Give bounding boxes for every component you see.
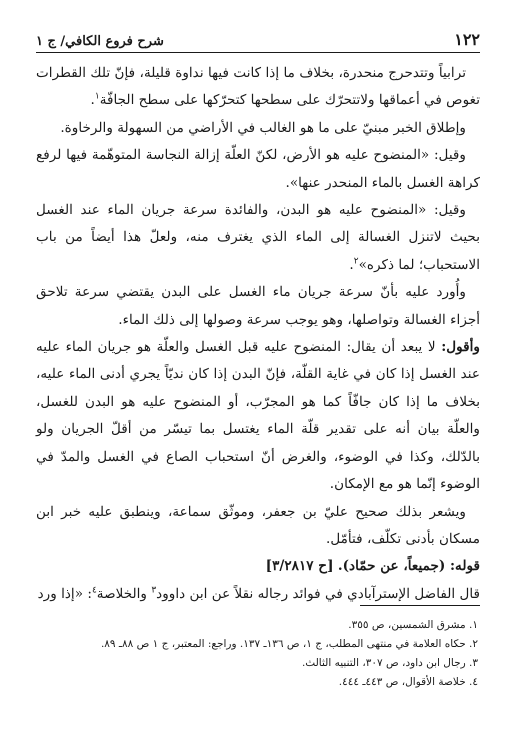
- paragraph-8: قال الفاضل الإسترآبادي في فوائد رجاله نقلاً عن ابن داوود$^٣$ والخلاصة$^٤$: «إذا ورد: [37, 585, 480, 602]
- paragraph-2: وإطلاق الخبر مبنيّ على ما هو الغالب في الأراضي من السهولة والرخاوة.: [60, 119, 466, 136]
- footnote-4: ٤. خلاصة الأقوال، ص ٤٤٣ـ ٤٤٤.: [338, 676, 478, 688]
- footnote-3: ٣. رجال ابن داود، ص ٣٠٧، التنبيه الثالث.: [301, 657, 478, 669]
- paragraph-5: وأُورد عليه بأنّ سرعة جريان ماء الغسل على البدن يقتضي سرعة تلاحق أجزاء الغسالة وتواصلها، وهو يوجب سرعة وصولها إلى ذلك الماء.: [36, 284, 480, 328]
- paragraph-1: ترابياً وتتدحرج منحدرة، بخلاف ما إذا كانت فيها نداوة قليلة، فإنّ تلك القطرات تغوص في أعماقها ولاتتحرّك على سطحها كتحرّكها على سطح الجافّة$^١$.: [36, 65, 480, 109]
- footnote-separator: [360, 605, 480, 606]
- paragraph-6: وأقول: لا يبعد أن يقال: المنضوح عليه قبل الغسل والعلّة هو جريان الماء عليه عند الغسل إذا كان في غاية القلّة، فإنّ البدن إذا كان نديّاً يجري أدنى الماء عليه، بخلاف ما إذا كان جافّاً كما هو المجرّب، أو المنضوح عليه هو البدن للغسل، والعلّة بيان أنه على تقدير قلّة الماء يغتسل بما تيسّر من أقلّ الجريان ولو بالدّلك، وكذا في الوضوء، والغرض أنّ استحباب الصاع في الغسل والمدّ في الوضوء إنّما هو مع الإمكان.: [36, 339, 480, 493]
- paragraph-3: وقيل: «المنضوح عليه هو الأرض، لكنّ العلّة إزالة النجاسة المتوهّمة فيها لرفع كراهة الغسل بالماء المنحدر عنها».: [36, 147, 480, 191]
- main-text: [36, 60, 480, 608]
- page-header: [36, 27, 480, 53]
- quote-heading: قوله: (جميعاً، عن حمّاد). [ح ٣/٢٨١٧]: [265, 558, 480, 575]
- paragraph-7: ويشعر بذلك صحيح عليّ بن جعفر، وموثّق سماعة، وينطبق عليه خبر ابن مسكان بأدنى تكلّف، فتأمّل.: [36, 503, 480, 547]
- page-number: ١٢٢: [454, 30, 480, 49]
- footnote-1: ١. مشرق الشمسين، ص ٣٥٥.: [348, 619, 478, 631]
- footnotes: [36, 616, 478, 692]
- paragraph-4: وقيل: «المنضوح عليه هو البدن، والفائدة سرعة جريان الماء عند الغسل بحيث لاتنزل الغسالة إلى الماء الذي يغترف منه، ولعلّ هذا أيضاً من باب الاستحباب؛ لما ذكره»$^٢$.: [36, 202, 480, 273]
- footnote-2: ٢. حكاه العلامة في منتهى المطلب، ج ١، ص ١٣٦ـ ١٣٧. وراجع: المعتبر، ج ١ ص ٨٨ـ ٨٩.: [100, 638, 478, 650]
- running-title: شرح فروع الكافي/ ج ١: [36, 34, 164, 49]
